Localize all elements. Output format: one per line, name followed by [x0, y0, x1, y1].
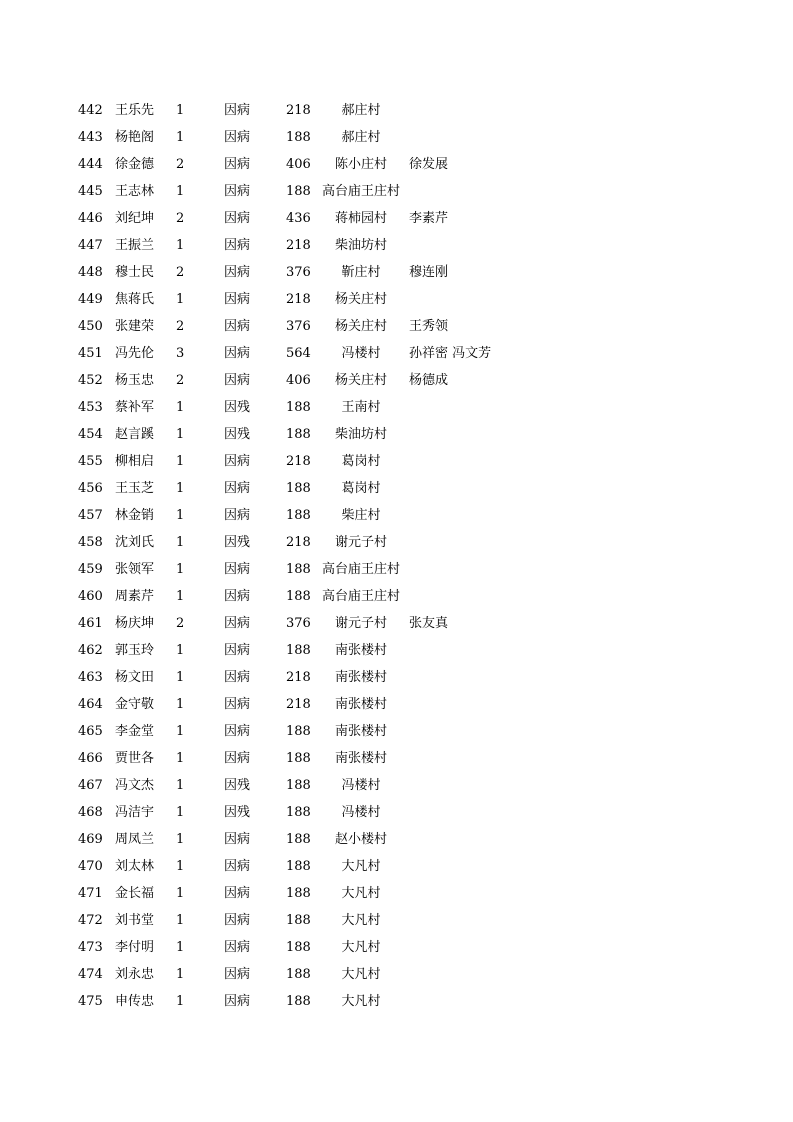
amount: 218 [286, 238, 311, 253]
amount: 188 [286, 481, 311, 496]
household-count: 1 [176, 184, 185, 199]
assistance-reason: 因病 [224, 130, 251, 145]
amount: 188 [286, 427, 311, 442]
record-number: 445 [78, 184, 103, 199]
record-number: 466 [78, 751, 103, 766]
person-name: 周凤兰 [115, 832, 155, 847]
household-count: 2 [176, 157, 185, 172]
table-row [0, 637, 793, 664]
assistance-reason: 因残 [224, 778, 251, 793]
household-count: 3 [176, 346, 185, 361]
amount: 218 [286, 535, 311, 550]
amount: 188 [286, 184, 311, 199]
person-name: 焦蒋氏 [115, 292, 155, 307]
household-count: 1 [176, 994, 185, 1009]
record-number: 446 [78, 211, 103, 226]
record-number: 460 [78, 589, 103, 604]
person-name: 杨庆坤 [115, 616, 155, 631]
record-number: 444 [78, 157, 103, 172]
assistance-reason: 因病 [224, 859, 251, 874]
household-count: 2 [176, 616, 185, 631]
table-row [0, 556, 793, 583]
record-number: 463 [78, 670, 103, 685]
records-table [0, 97, 793, 1015]
table-row [0, 178, 793, 205]
table-row [0, 826, 793, 853]
assistance-reason: 因病 [224, 589, 251, 604]
household-count: 1 [176, 967, 185, 982]
village-name: 杨关庄村 [334, 319, 387, 334]
household-count: 1 [176, 427, 185, 442]
village-name: 郝庄村 [341, 103, 381, 118]
village-name: 葛岗村 [341, 481, 381, 496]
person-name: 周素芹 [115, 589, 155, 604]
family-members: 王秀领 [409, 319, 449, 334]
family-members: 李素芹 [409, 211, 449, 226]
household-count: 1 [176, 130, 185, 145]
record-number: 448 [78, 265, 103, 280]
village-name: 王南村 [341, 400, 381, 415]
household-count: 1 [176, 481, 185, 496]
village-name: 陈小庄村 [334, 157, 387, 172]
person-name: 刘太林 [115, 859, 155, 874]
table-row [0, 313, 793, 340]
assistance-reason: 因病 [224, 940, 251, 955]
assistance-reason: 因病 [224, 751, 251, 766]
record-number: 462 [78, 643, 103, 658]
table-row [0, 664, 793, 691]
person-name: 杨文田 [115, 670, 155, 685]
person-name: 申传忠 [115, 994, 155, 1009]
amount: 188 [286, 940, 311, 955]
village-name: 杨关庄村 [334, 292, 387, 307]
household-count: 1 [176, 103, 185, 118]
village-name: 南张楼村 [334, 697, 387, 712]
household-count: 1 [176, 805, 185, 820]
household-count: 1 [176, 508, 185, 523]
amount: 188 [286, 805, 311, 820]
table-row [0, 745, 793, 772]
village-name: 大凡村 [341, 994, 381, 1009]
table-row [0, 691, 793, 718]
household-count: 1 [176, 751, 185, 766]
assistance-reason: 因病 [224, 508, 251, 523]
village-name: 高台庙王庄村 [321, 184, 400, 199]
table-row [0, 718, 793, 745]
person-name: 杨艳阁 [115, 130, 155, 145]
person-name: 王乐先 [115, 103, 155, 118]
village-name: 郝庄村 [341, 130, 381, 145]
record-number: 461 [78, 616, 103, 631]
table-row [0, 880, 793, 907]
amount: 188 [286, 751, 311, 766]
amount: 188 [286, 967, 311, 982]
village-name: 大凡村 [341, 859, 381, 874]
assistance-reason: 因病 [224, 643, 251, 658]
family-members: 穆连刚 [409, 265, 449, 280]
record-number: 468 [78, 805, 103, 820]
household-count: 1 [176, 670, 185, 685]
person-name: 刘书堂 [115, 913, 155, 928]
person-name: 王玉芝 [115, 481, 155, 496]
amount: 376 [286, 616, 311, 631]
household-count: 1 [176, 643, 185, 658]
village-name: 杨关庄村 [334, 373, 387, 388]
person-name: 贾世各 [115, 751, 155, 766]
village-name: 高台庙王庄村 [321, 589, 400, 604]
record-number: 458 [78, 535, 103, 550]
amount: 188 [286, 859, 311, 874]
person-name: 赵言蹊 [115, 427, 155, 442]
amount: 188 [286, 913, 311, 928]
amount: 406 [286, 373, 311, 388]
assistance-reason: 因病 [224, 292, 251, 307]
amount: 218 [286, 103, 311, 118]
amount: 188 [286, 724, 311, 739]
village-name: 大凡村 [341, 967, 381, 982]
village-name: 冯楼村 [341, 805, 381, 820]
person-name: 林金销 [115, 508, 155, 523]
assistance-reason: 因病 [224, 238, 251, 253]
household-count: 2 [176, 265, 185, 280]
village-name: 冯楼村 [341, 778, 381, 793]
person-name: 蔡补军 [115, 400, 155, 415]
record-number: 455 [78, 454, 103, 469]
record-number: 467 [78, 778, 103, 793]
table-row [0, 205, 793, 232]
person-name: 刘永忠 [115, 967, 155, 982]
amount: 218 [286, 670, 311, 685]
assistance-reason: 因病 [224, 832, 251, 847]
table-row [0, 529, 793, 556]
assistance-reason: 因病 [224, 346, 251, 361]
village-name: 赵小楼村 [334, 832, 387, 847]
assistance-reason: 因病 [224, 265, 251, 280]
village-name: 大凡村 [341, 886, 381, 901]
table-row [0, 421, 793, 448]
assistance-reason: 因病 [224, 724, 251, 739]
assistance-reason: 因病 [224, 103, 251, 118]
village-name: 柴庄村 [341, 508, 381, 523]
assistance-reason: 因病 [224, 211, 251, 226]
household-count: 2 [176, 373, 185, 388]
village-name: 高台庙王庄村 [321, 562, 400, 577]
village-name: 南张楼村 [334, 751, 387, 766]
person-name: 杨玉忠 [115, 373, 155, 388]
amount: 188 [286, 562, 311, 577]
family-members: 张友真 [409, 616, 449, 631]
household-count: 1 [176, 940, 185, 955]
household-count: 1 [176, 859, 185, 874]
amount: 188 [286, 643, 311, 658]
amount: 376 [286, 319, 311, 334]
village-name: 葛岗村 [341, 454, 381, 469]
record-number: 469 [78, 832, 103, 847]
person-name: 穆士民 [115, 265, 155, 280]
record-number: 470 [78, 859, 103, 874]
family-members: 孙祥密 冯文芳 [409, 346, 492, 361]
table-row [0, 286, 793, 313]
village-name: 南张楼村 [334, 724, 387, 739]
table-row [0, 232, 793, 259]
amount: 188 [286, 886, 311, 901]
table-row [0, 772, 793, 799]
village-name: 柴油坊村 [334, 238, 387, 253]
village-name: 谢元子村 [334, 616, 387, 631]
amount: 218 [286, 697, 311, 712]
record-number: 453 [78, 400, 103, 415]
amount: 188 [286, 589, 311, 604]
amount: 218 [286, 292, 311, 307]
household-count: 1 [176, 913, 185, 928]
record-number: 451 [78, 346, 103, 361]
village-name: 南张楼村 [334, 670, 387, 685]
person-name: 金长福 [115, 886, 155, 901]
assistance-reason: 因病 [224, 616, 251, 631]
amount: 218 [286, 454, 311, 469]
household-count: 1 [176, 238, 185, 253]
table-row [0, 907, 793, 934]
assistance-reason: 因病 [224, 913, 251, 928]
table-row [0, 259, 793, 286]
person-name: 沈刘氏 [115, 535, 155, 550]
table-row [0, 988, 793, 1015]
household-count: 1 [176, 697, 185, 712]
household-count: 1 [176, 454, 185, 469]
record-number: 465 [78, 724, 103, 739]
household-count: 1 [176, 832, 185, 847]
table-row [0, 394, 793, 421]
table-row [0, 853, 793, 880]
person-name: 张领军 [115, 562, 155, 577]
family-members: 徐发展 [409, 157, 449, 172]
village-name: 大凡村 [341, 940, 381, 955]
village-name: 南张楼村 [334, 643, 387, 658]
assistance-reason: 因病 [224, 670, 251, 685]
person-name: 刘纪坤 [115, 211, 155, 226]
amount: 188 [286, 508, 311, 523]
record-number: 464 [78, 697, 103, 712]
household-count: 2 [176, 319, 185, 334]
amount: 188 [286, 130, 311, 145]
table-row [0, 502, 793, 529]
person-name: 李付明 [115, 940, 155, 955]
amount: 376 [286, 265, 311, 280]
amount: 406 [286, 157, 311, 172]
record-number: 447 [78, 238, 103, 253]
village-name: 谢元子村 [334, 535, 387, 550]
record-number: 475 [78, 994, 103, 1009]
table-row [0, 934, 793, 961]
table-row [0, 610, 793, 637]
household-count: 1 [176, 778, 185, 793]
table-row [0, 124, 793, 151]
person-name: 冯洁宇 [115, 805, 155, 820]
assistance-reason: 因病 [224, 481, 251, 496]
person-name: 李金堂 [115, 724, 155, 739]
person-name: 王志林 [115, 184, 155, 199]
household-count: 1 [176, 562, 185, 577]
table-row [0, 961, 793, 988]
person-name: 冯先伦 [115, 346, 155, 361]
village-name: 蒋柿园村 [334, 211, 387, 226]
amount: 188 [286, 778, 311, 793]
village-name: 大凡村 [341, 913, 381, 928]
assistance-reason: 因病 [224, 373, 251, 388]
assistance-reason: 因病 [224, 157, 251, 172]
family-members: 杨德成 [409, 373, 449, 388]
table-row [0, 367, 793, 394]
record-number: 449 [78, 292, 103, 307]
household-count: 1 [176, 535, 185, 550]
amount: 188 [286, 832, 311, 847]
table-row [0, 340, 793, 367]
assistance-reason: 因残 [224, 400, 251, 415]
assistance-reason: 因病 [224, 454, 251, 469]
person-name: 张建荣 [115, 319, 155, 334]
record-number: 443 [78, 130, 103, 145]
person-name: 金守敬 [115, 697, 155, 712]
amount: 188 [286, 400, 311, 415]
assistance-reason: 因病 [224, 697, 251, 712]
table-row [0, 448, 793, 475]
record-number: 452 [78, 373, 103, 388]
household-count: 2 [176, 211, 185, 226]
record-number: 471 [78, 886, 103, 901]
record-number: 472 [78, 913, 103, 928]
village-name: 靳庄村 [341, 265, 381, 280]
assistance-reason: 因残 [224, 427, 251, 442]
record-number: 457 [78, 508, 103, 523]
assistance-reason: 因病 [224, 994, 251, 1009]
person-name: 柳相启 [115, 454, 155, 469]
record-number: 442 [78, 103, 103, 118]
person-name: 郭玉玲 [115, 643, 155, 658]
record-number: 454 [78, 427, 103, 442]
person-name: 冯文杰 [115, 778, 155, 793]
record-number: 450 [78, 319, 103, 334]
household-count: 1 [176, 589, 185, 604]
assistance-reason: 因病 [224, 967, 251, 982]
table-row [0, 799, 793, 826]
assistance-reason: 因病 [224, 184, 251, 199]
amount: 188 [286, 994, 311, 1009]
amount: 564 [286, 346, 311, 361]
village-name: 柴油坊村 [334, 427, 387, 442]
assistance-reason: 因残 [224, 805, 251, 820]
household-count: 1 [176, 292, 185, 307]
village-name: 冯楼村 [341, 346, 381, 361]
assistance-reason: 因病 [224, 886, 251, 901]
person-name: 徐金德 [115, 157, 155, 172]
assistance-reason: 因病 [224, 319, 251, 334]
table-row [0, 583, 793, 610]
person-name: 王振兰 [115, 238, 155, 253]
table-row [0, 475, 793, 502]
record-number: 473 [78, 940, 103, 955]
assistance-reason: 因残 [224, 535, 251, 550]
amount: 436 [286, 211, 311, 226]
household-count: 1 [176, 724, 185, 739]
assistance-reason: 因病 [224, 562, 251, 577]
record-number: 456 [78, 481, 103, 496]
record-number: 459 [78, 562, 103, 577]
household-count: 1 [176, 400, 185, 415]
table-row [0, 151, 793, 178]
household-count: 1 [176, 886, 185, 901]
record-number: 474 [78, 967, 103, 982]
table-row [0, 97, 793, 124]
